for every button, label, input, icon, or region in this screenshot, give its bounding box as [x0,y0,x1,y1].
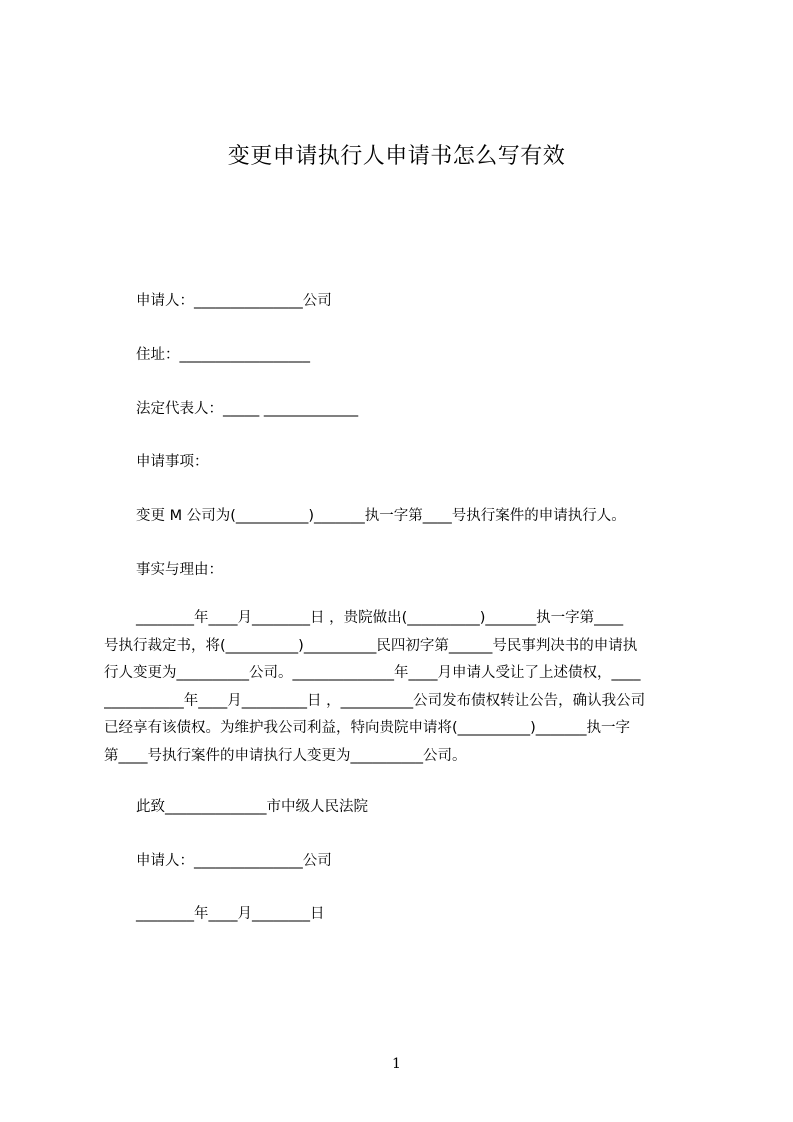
facts-line: 已经享有该债权。为维护我公司利益，特向贵院申请将(__________)_______执一字 [104,720,631,736]
legal-representative-line: 法定代表人：_____ _____________ [136,401,359,417]
page-number: 1 [392,1056,401,1072]
facts-line: 第____号执行案件的申请执行人变更为__________公司。 [104,747,467,764]
facts-line: 行人变更为__________公司。______________年____月申请人受让了上述债权，____ [104,665,641,681]
facts-line: ________年____月________日 ，贵院做出(__________)_______执一字第____ [136,610,624,626]
facts-line: ___________年____月_________日 ，__________公司发布债权转让公告，确认我公司 [104,692,646,709]
signature-applicant-line: 申请人：_______________公司 [136,853,332,869]
facts-heading: 事实与理由： [136,562,223,578]
facts-paragraph [104,608,700,773]
recipient-line: 此致______________市中级人民法院 [136,799,368,815]
date-line: ________年____月________日 [136,906,325,922]
document-title: 变更申请执行人申请书怎么写有效 [227,144,566,169]
facts-line: 号执行裁定书，将(__________)__________民四初字第______号民事判决书的申请执 [104,637,638,654]
matters-heading: 申请事项： [136,454,209,470]
matter-text: 变更 M 公司为(__________)_______执一字第____号执行案件的申请执行人。 [136,508,626,524]
applicant-line: 申请人：_______________公司 [136,293,332,309]
address-line: 住址：__________________ [136,347,310,363]
